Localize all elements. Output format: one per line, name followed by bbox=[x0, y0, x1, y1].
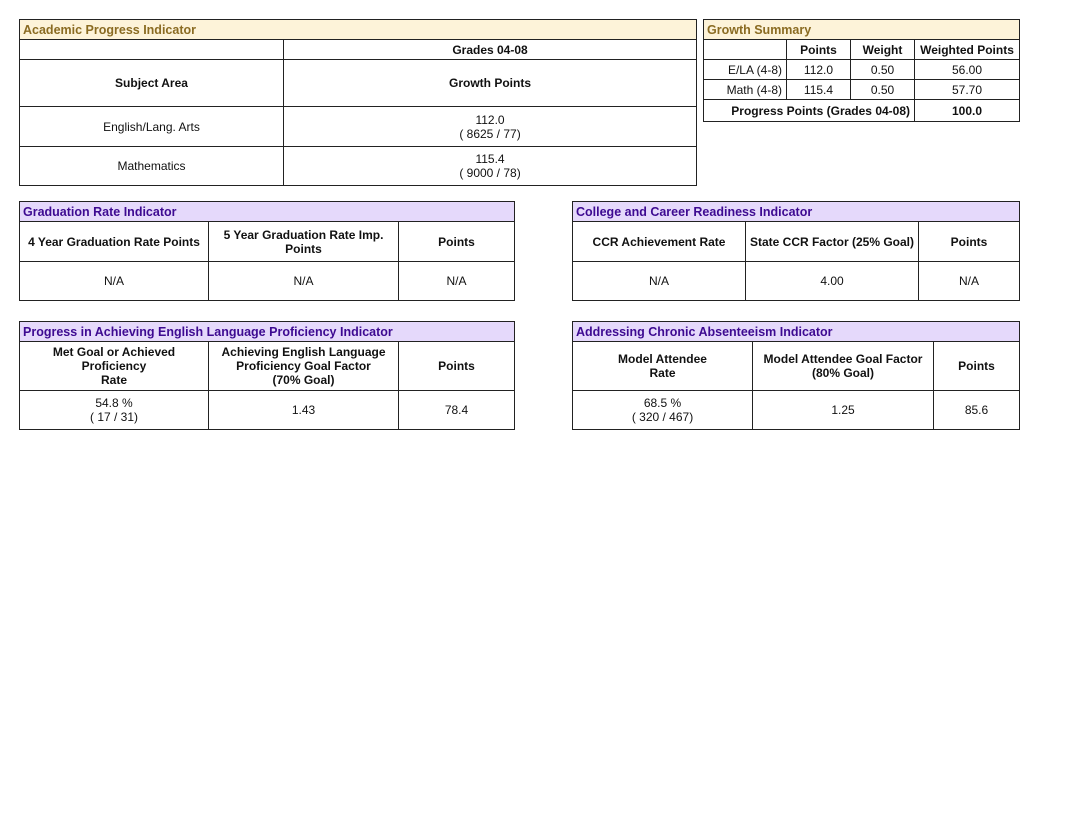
total-row bbox=[704, 100, 1020, 122]
five-year-rate-header: 5 Year Graduation Rate Imp. Points bbox=[209, 222, 399, 262]
table-row bbox=[20, 391, 515, 430]
elp-goal-factor-header bbox=[209, 342, 399, 391]
table-row bbox=[573, 391, 1020, 430]
absenteeism-title: Addressing Chronic Absenteeism Indicator bbox=[573, 322, 1020, 342]
blank-cell bbox=[20, 40, 284, 60]
attendee-goal-factor-value: 1.25 bbox=[753, 391, 934, 430]
graduation-rate-title: Graduation Rate Indicator bbox=[20, 202, 515, 222]
points-value: 85.6 bbox=[934, 391, 1020, 430]
points-value: 115.4 bbox=[787, 80, 851, 100]
weighted-value: 57.70 bbox=[915, 80, 1020, 100]
subject-name: Mathematics bbox=[20, 147, 284, 186]
table-row bbox=[20, 262, 515, 301]
four-year-rate-header: 4 Year Graduation Rate Points bbox=[20, 222, 209, 262]
header-line: Model Attendee bbox=[618, 352, 707, 366]
rate-value: 68.5 % bbox=[643, 396, 682, 410]
academic-progress-title: Academic Progress Indicator bbox=[20, 20, 697, 40]
points-value: N/A bbox=[919, 262, 1020, 301]
points-header: Points bbox=[934, 342, 1020, 391]
points-value: 112.0 bbox=[787, 60, 851, 80]
model-attendee-rate-value bbox=[573, 391, 753, 430]
rate-value: 54.8 % bbox=[95, 396, 133, 410]
points-value: N/A bbox=[399, 262, 515, 301]
academic-progress-table bbox=[19, 19, 697, 186]
weight-value: 0.50 bbox=[851, 60, 915, 80]
progress-points-label: Progress Points (Grades 04-08) bbox=[704, 100, 915, 122]
state-ccr-factor-header: State CCR Factor (25% Goal) bbox=[746, 222, 919, 262]
points-header: Points bbox=[399, 342, 515, 391]
ccr-achievement-value: N/A bbox=[573, 262, 746, 301]
ccr-title: College and Career Readiness Indicator bbox=[573, 202, 1020, 222]
absenteeism-table bbox=[572, 321, 1020, 430]
subject-name: English/Lang. Arts bbox=[20, 107, 284, 147]
header-line: Rate bbox=[649, 366, 676, 380]
ccr-achievement-header: CCR Achievement Rate bbox=[573, 222, 746, 262]
header-line: Met Goal or Achieved bbox=[52, 345, 176, 359]
four-year-rate-value: N/A bbox=[20, 262, 209, 301]
attendee-goal-factor-header bbox=[753, 342, 934, 391]
header-line: Model Attendee Goal Factor bbox=[763, 352, 923, 366]
points-header: Points bbox=[399, 222, 515, 262]
blank-cell bbox=[704, 40, 787, 60]
growth-detail: ( 8625 / 77) bbox=[459, 126, 521, 141]
growth-points-value bbox=[284, 147, 697, 186]
elp-table bbox=[19, 321, 515, 430]
five-year-rate-value: N/A bbox=[209, 262, 399, 301]
header-line: (80% Goal) bbox=[811, 366, 874, 380]
header-line: (70% Goal) bbox=[272, 373, 335, 387]
state-ccr-factor-value: 4.00 bbox=[746, 262, 919, 301]
rate-detail: ( 17 / 31) bbox=[89, 410, 139, 424]
growth-summary-title: Growth Summary bbox=[704, 20, 1020, 40]
elp-goal-factor-value: 1.43 bbox=[209, 391, 399, 430]
header-line: Proficiency bbox=[81, 359, 147, 373]
graduation-rate-table bbox=[19, 201, 515, 301]
table-row bbox=[20, 107, 697, 147]
points-value: 78.4 bbox=[399, 391, 515, 430]
rate-detail: ( 320 / 467) bbox=[631, 410, 694, 424]
row-label: Math (4-8) bbox=[704, 80, 787, 100]
growth-detail: ( 9000 / 78) bbox=[459, 166, 521, 180]
met-goal-rate-header bbox=[20, 342, 209, 391]
growth-value: 115.4 bbox=[475, 152, 505, 166]
growth-points-value bbox=[284, 107, 697, 147]
table-row bbox=[20, 147, 697, 186]
table-row bbox=[573, 262, 1020, 301]
met-goal-rate-value bbox=[20, 391, 209, 430]
growth-value: 112.0 bbox=[475, 112, 505, 127]
growth-points-header: Growth Points bbox=[284, 60, 697, 107]
progress-points-value: 100.0 bbox=[915, 100, 1020, 122]
grades-header: Grades 04-08 bbox=[284, 40, 697, 60]
model-attendee-rate-header bbox=[573, 342, 753, 391]
subject-area-header: Subject Area bbox=[20, 60, 284, 107]
header-line: Rate bbox=[100, 373, 127, 387]
header-line: Proficiency Goal Factor bbox=[236, 359, 371, 373]
ccr-table bbox=[572, 201, 1020, 301]
growth-summary-table bbox=[703, 19, 1020, 122]
elp-title: Progress in Achieving English Language Proficiency Indicator bbox=[20, 322, 515, 342]
points-header: Points bbox=[919, 222, 1020, 262]
header-line: Achieving English Language bbox=[221, 345, 386, 359]
weight-header: Weight bbox=[851, 40, 915, 60]
weighted-value: 56.00 bbox=[915, 60, 1020, 80]
points-header: Points bbox=[787, 40, 851, 60]
table-row bbox=[704, 80, 1020, 100]
weight-value: 0.50 bbox=[851, 80, 915, 100]
row-label: E/LA (4-8) bbox=[704, 60, 787, 80]
weighted-points-header: Weighted Points bbox=[915, 40, 1020, 60]
table-row bbox=[704, 60, 1020, 80]
